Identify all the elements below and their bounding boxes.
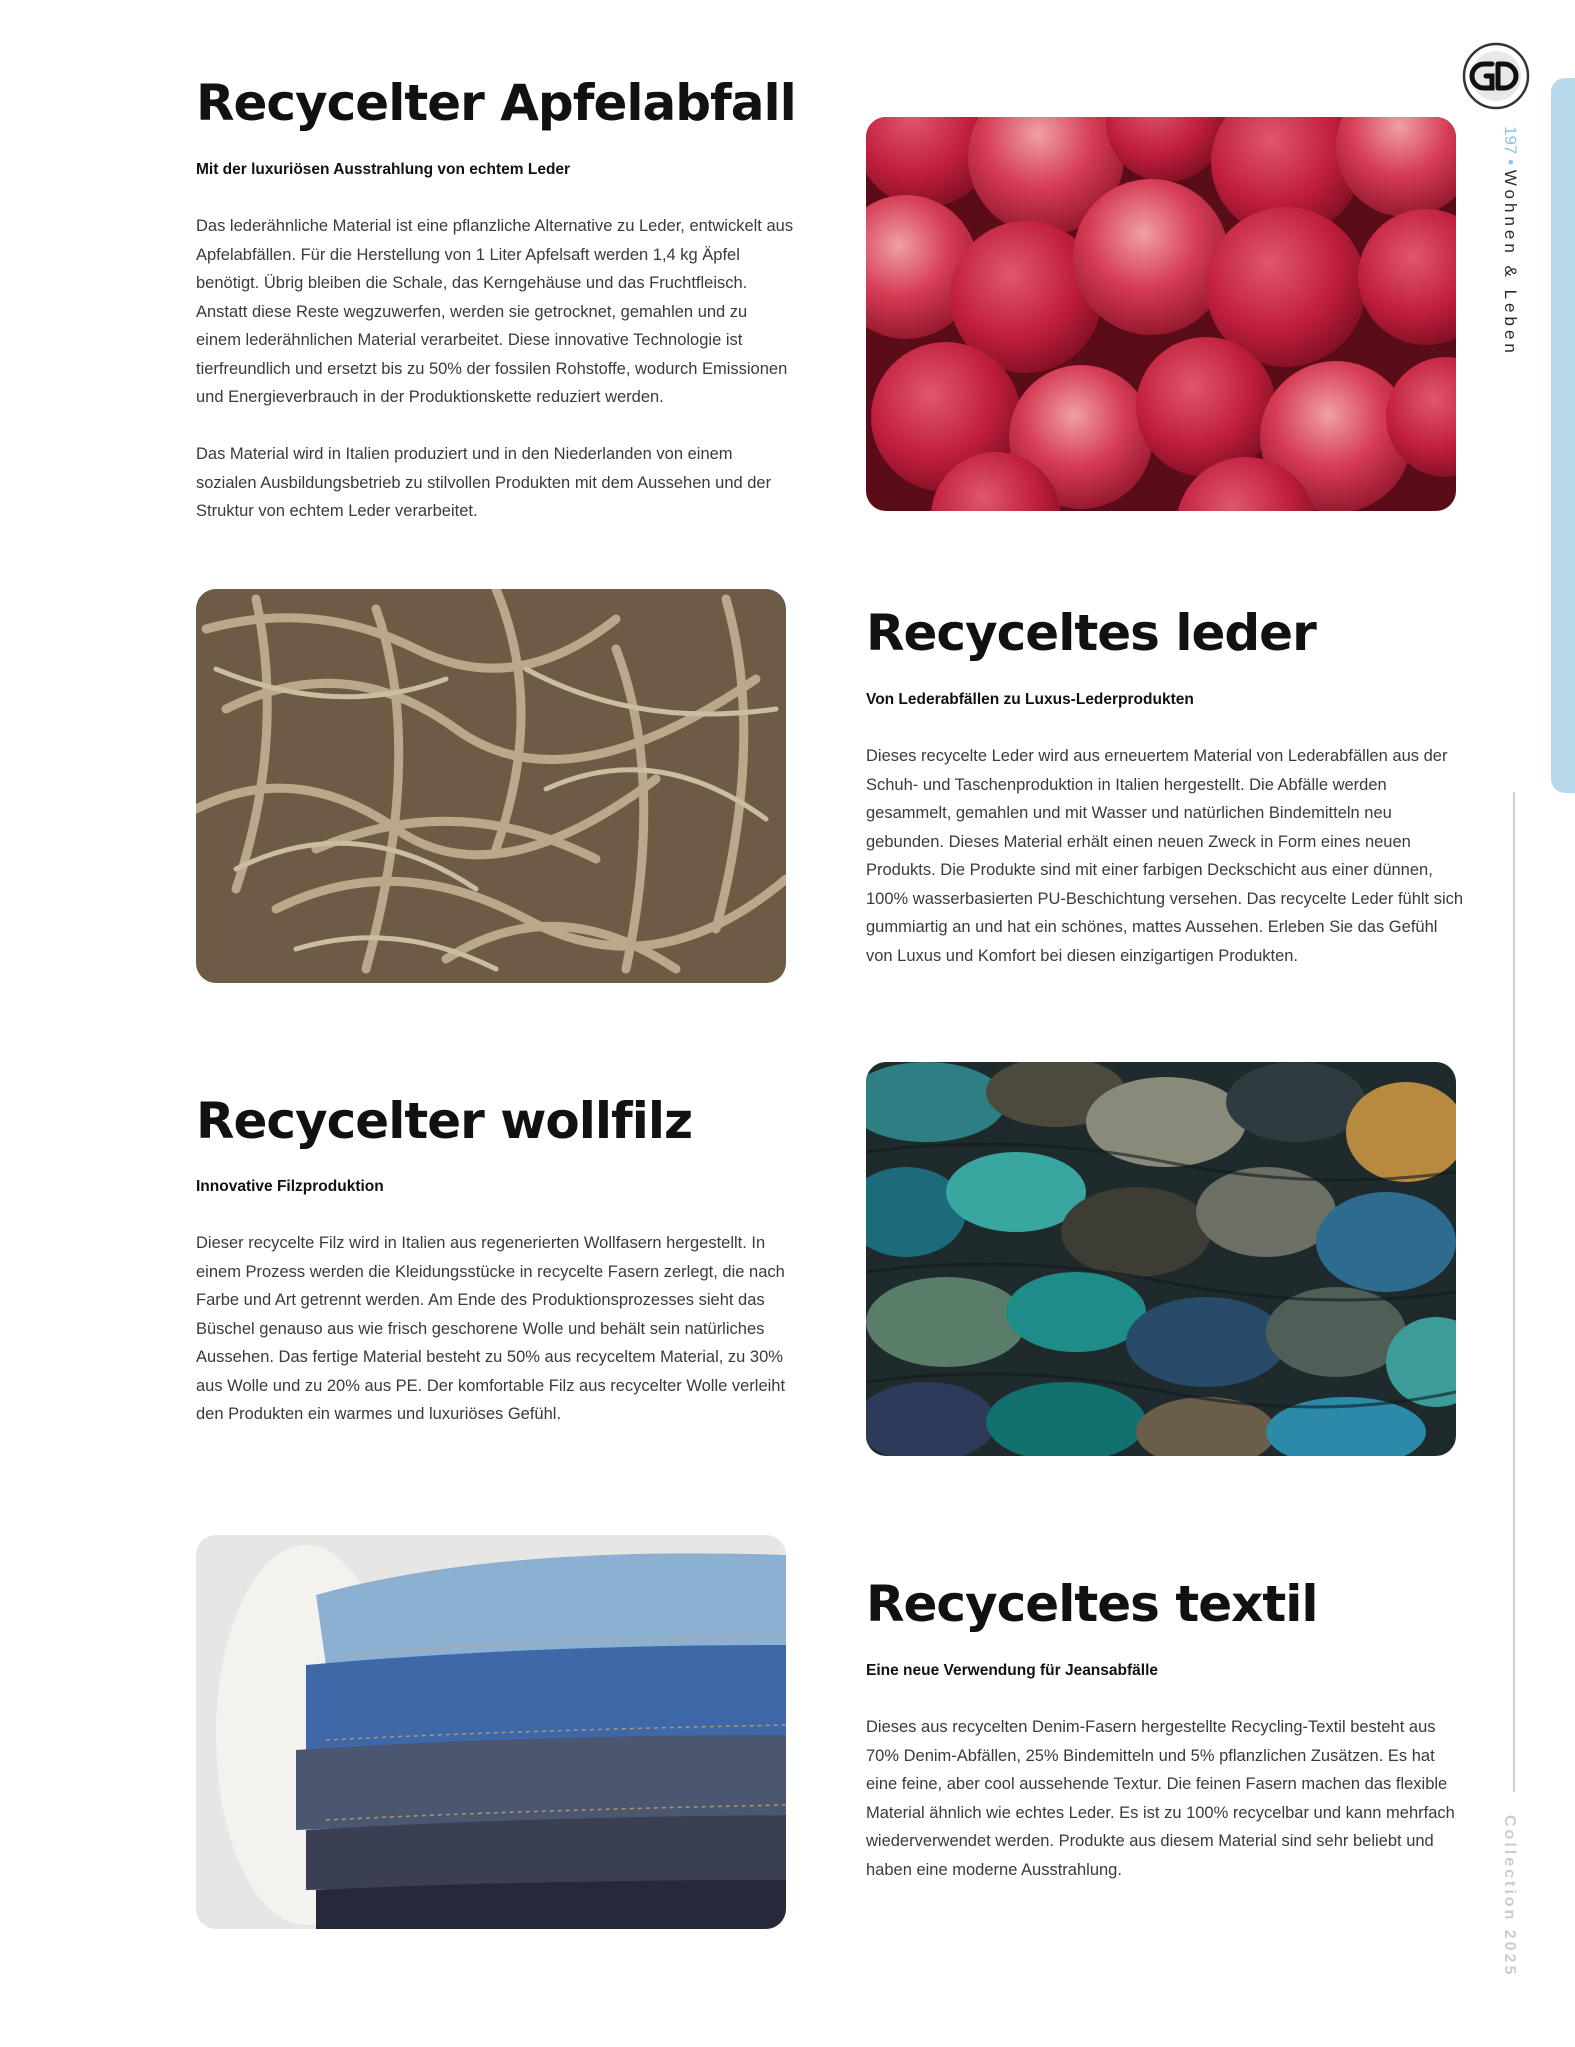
paragraph: Dieses aus recycelten Denim-Fasern hergestellte Recycling-Textil besteht aus 70% Denim-Abfällen, 25% Bindemitteln und 5% pflanzlichen Zusätzen. Es hat eine feine, aber cool aussehende Textur. Die feinen Fasern machen das flexible Material ähnlich wie echtes Leder. Es ist zu 100% recycelbar und kann mehrfach wiederverwendet werden. Produkte aus diesem Material sind sehr beliebt und haben eine moderne Ausstrahlung. [866, 1718, 1455, 1879]
folded-jeans-photo [196, 1535, 786, 1929]
section-body-wool-felt [196, 1229, 796, 1429]
section-subtitle-wool-felt: Innovative Filzproduktion [196, 1178, 384, 1195]
section-body-apple [196, 212, 796, 526]
section-body-textile [866, 1713, 1466, 1884]
paragraph: Das Material wird in Italien produziert und in den Niederlanden von einem sozialen Ausbildungsbetrieb zu stilvollen Produkten mit dem Aussehen und der Struktur von echtem Leder verarbeitet. [196, 445, 772, 520]
section-title-leather: Recyceltes leder [866, 604, 1316, 662]
collection-label: Collection 2025 [1501, 1815, 1518, 1978]
page-number: 197 [1501, 126, 1520, 155]
paragraph: Dieser recycelte Filz wird in Italien aus regenerierten Wollfasern hergestellt. In einem Prozess werden die Kleidungsstücke in recycelte Fasern zerlegt, die nach Farbe und Art getrennt werden. Am Ende des Produktionsprozesses sieht das Büschel genauso aus wie frisch geschorene Wolle und behält sein natürliches Aussehen. Das fertige Material besteht zu 50% aus recyceltem Material, zu 30% aus Wolle und zu 20% aus PE. Der komfortable Filz aus recycelter Wolle verleiht den Produkten ein warmes und luxuriöses Gefühl. [196, 1234, 786, 1423]
paragraph: Dieses recycelte Leder wird aus erneuertem Material von Lederabfällen aus der Schuh- und Taschenproduktion in Italien hergestellt. Die Abfälle werden gesammelt, gemahlen und mit Wasser und natürlichen Bindemitteln neu gebunden. Dieses Material erhält einen neuen Zweck in Form eines neuen Produkts. Die Produkte sind mit einer farbigen Deckschicht aus einer dünnen, 100% wasserbasierten PU-Beschichtung versehen. Das recycelte Leder fühlt sich gummiartig an und hat ein schönes, mattes Aussehen. Erleben Sie das Gefühl von Luxus und Komfort bei diesen einzigartigen Produkten. [866, 747, 1464, 965]
section-subtitle-leather: Von Lederabfällen zu Luxus-Lederprodukten [866, 691, 1194, 708]
red-apples-photo [866, 117, 1456, 511]
section-subtitle-apple: Mit der luxuriösen Ausstrahlung von echtem Leder [196, 161, 571, 178]
section-body-leather [866, 742, 1466, 970]
side-tab [1551, 78, 1575, 793]
section-subtitle-textile: Eine neue Verwendung für Jeansabfälle [866, 1662, 1159, 1679]
section-title-apple: Recycelter Apfelabfall [196, 74, 796, 132]
bullet-separator: • [1501, 159, 1520, 166]
page-header-vertical [1500, 126, 1520, 357]
section-label: Wohnen & Leben [1501, 169, 1520, 357]
leather-scraps-photo [196, 589, 786, 983]
side-divider-line [1513, 792, 1515, 1792]
textile-pile-photo [866, 1062, 1456, 1456]
section-title-wool-felt: Recycelter wollfilz [196, 1092, 693, 1150]
brand-logo [1462, 42, 1530, 110]
section-title-textile: Recyceltes textil [866, 1575, 1318, 1633]
paragraph: Das lederähnliche Material ist eine pflanzliche Alternative zu Leder, entwickelt aus Apfelabfällen. Für die Herstellung von 1 Liter Apfelsaft werden 1,4 kg Äpfel benötigt. Übrig bleiben die Schale, das Kerngehäuse und das Fruchtfleisch. Anstatt diese Reste wegzuwerfen, werden sie getrocknet, gemahlen und zu einem lederähnlichen Material verarbeitet. Diese innovative Technologie ist tierfreundlich und ersetzt bis zu 50% der fossilen Rohstoffe, wodurch Emissionen und Energieverbrauch in der Produktionskette reduziert werden. [196, 217, 794, 406]
